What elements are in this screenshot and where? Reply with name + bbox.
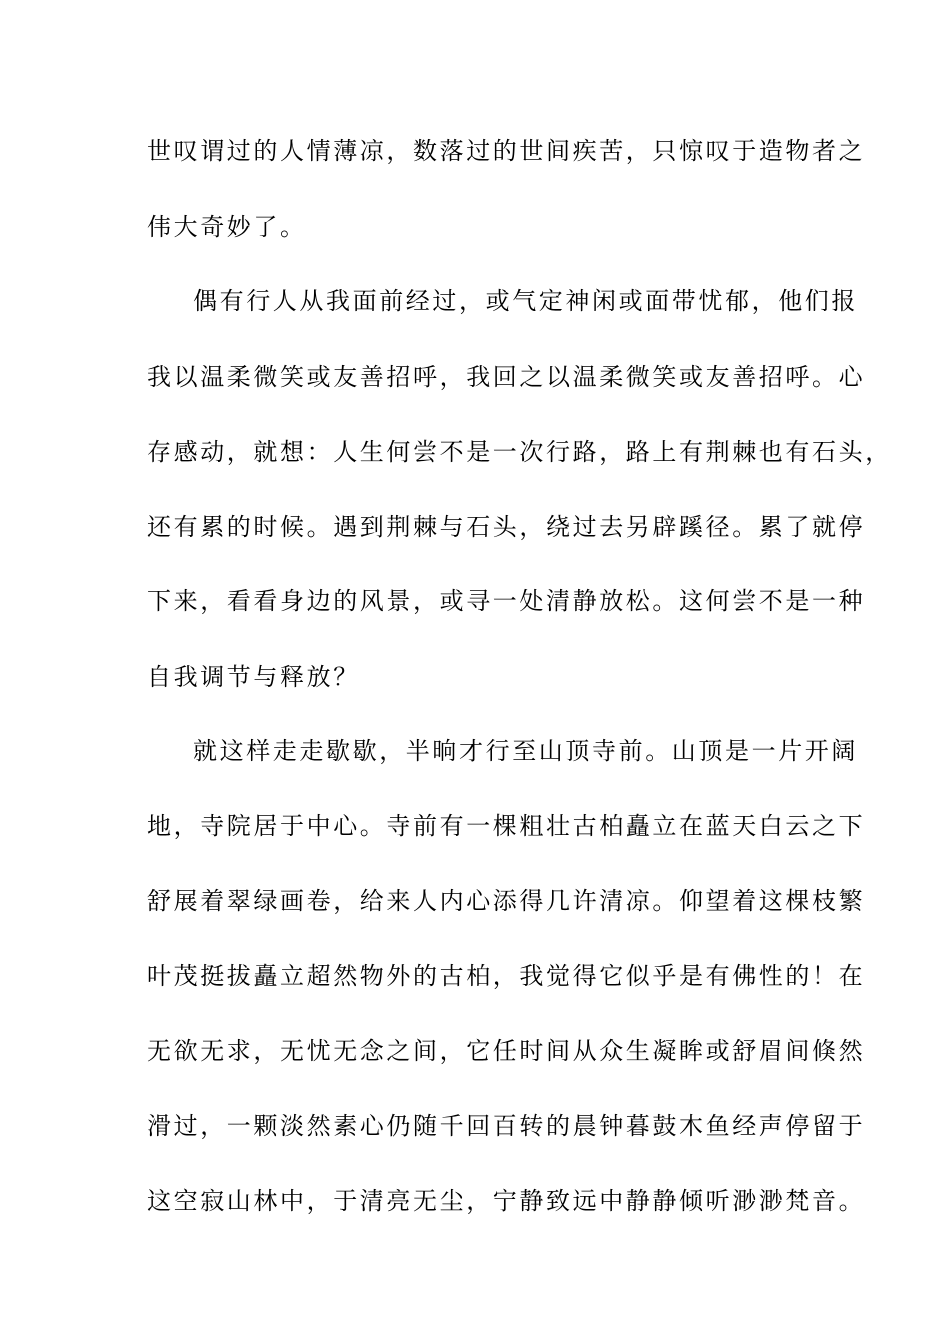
- paragraph-start-line: 偶有行人从我面前经过，或气定神闲或面带忧郁，他们报: [193, 287, 858, 315]
- text-line: 叶茂挺拔矗立超然物外的古柏，我觉得它似乎是有佛性的！在: [147, 962, 866, 990]
- text-line: 地，寺院居于中心。寺前有一棵粗壮古柏矗立在蓝天白云之下: [147, 812, 866, 840]
- text-line: 这空寂山林中，于清亮无尘，宁静致远中静静倾听渺渺梵音。: [147, 1187, 866, 1215]
- text-line: 自我调节与释放？: [147, 663, 360, 691]
- text-line: 存感动，就想：人生何尝不是一次行路，路上有荆棘也有石头，: [147, 438, 892, 466]
- text-line: 下来，看看身边的风景，或寻一处清静放松。这何尝不是一种: [147, 587, 866, 615]
- text-line: 舒展着翠绿画卷，给来人内心添得几许清凉。仰望着这棵枝繁: [147, 887, 866, 915]
- text-line: 滑过，一颗淡然素心仍随千回百转的晨钟暮鼓木鱼经声停留于: [147, 1112, 866, 1140]
- text-line: 我以温柔微笑或友善招呼，我回之以温柔微笑或友善招呼。心: [147, 363, 866, 391]
- text-line: 伟大奇妙了。: [147, 213, 307, 241]
- text-line: 还有累的时候。遇到荆棘与石头，绕过去另辟蹊径。累了就停: [147, 513, 866, 541]
- paragraph-start-line: 就这样走走歇歇，半晌才行至山顶寺前。山顶是一片开阔: [193, 737, 858, 765]
- text-line: 世叹谓过的人情薄凉，数落过的世间疾苦，只惊叹于造物者之: [147, 137, 866, 165]
- text-line: 无欲无求，无忧无念之间，它任时间从众生凝眸或舒眉间倏然: [147, 1037, 866, 1065]
